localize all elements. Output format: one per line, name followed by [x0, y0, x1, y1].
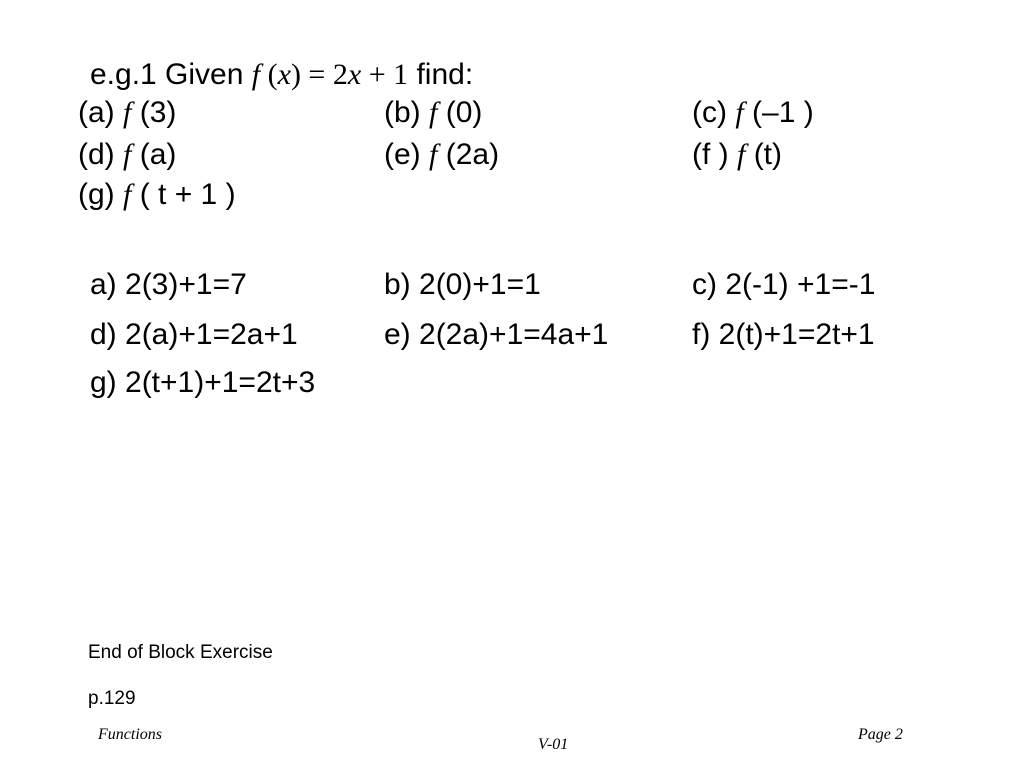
footer-right: Page 2	[858, 726, 903, 743]
function-symbol: f	[123, 178, 132, 211]
title-suffix: find:	[408, 58, 474, 91]
question-d	[78, 138, 176, 172]
footer-center: V-01	[538, 736, 569, 753]
end-of-block-note: End of Block Exercise	[88, 642, 273, 663]
variable-x: x	[347, 58, 362, 91]
answer-e: e) 2(2a)+1=4a+1	[384, 318, 609, 351]
function-symbol: f	[123, 96, 132, 129]
question-label: (a)	[78, 96, 115, 129]
answer-a: a) 2(3)+1=7	[90, 268, 247, 301]
title-prefix: e.g.1 Given	[90, 58, 252, 91]
answer-f: f) 2(t)+1=2t+1	[692, 318, 875, 351]
question-e	[384, 138, 499, 172]
question-g	[78, 178, 236, 212]
question-label: (g)	[78, 178, 115, 211]
question-arg: (–1 )	[752, 96, 814, 129]
footer-left: Functions	[98, 726, 162, 743]
answer-d: d) 2(a)+1=2a+1	[90, 318, 298, 351]
answer-b: b) 2(0)+1=1	[384, 268, 541, 301]
question-label: (d)	[78, 138, 115, 171]
variable-x: x	[277, 58, 291, 91]
question-f	[692, 138, 782, 172]
question-c	[692, 96, 814, 130]
function-symbol: f	[429, 138, 438, 171]
question-arg: (3)	[139, 96, 177, 129]
answer-g: g) 2(t+1)+1=2t+3	[90, 366, 316, 399]
title-expr-mid: ) = 2	[290, 58, 348, 91]
question-a	[78, 96, 176, 130]
question-label: (f )	[692, 138, 729, 171]
page-reference: p.129	[88, 688, 136, 709]
question-label: (c)	[692, 96, 727, 129]
question-arg: (t)	[753, 138, 783, 171]
title-expr-end: + 1	[361, 58, 409, 91]
exercise-title	[90, 58, 473, 92]
question-label: (e)	[384, 138, 421, 171]
question-label: (b)	[384, 96, 421, 129]
function-symbol: f	[251, 58, 261, 91]
question-arg: ( t + 1 )	[139, 178, 236, 211]
title-expr-open: (	[260, 58, 278, 91]
function-symbol: f	[429, 96, 438, 129]
question-arg: (0)	[445, 96, 483, 129]
question-arg: (a)	[139, 138, 177, 171]
question-b	[384, 96, 482, 130]
answer-c: c) 2(-1) +1=-1	[692, 268, 876, 301]
function-symbol: f	[123, 138, 132, 171]
question-arg: (2a)	[445, 138, 500, 171]
function-symbol: f	[735, 96, 744, 129]
function-symbol: f	[737, 138, 746, 171]
